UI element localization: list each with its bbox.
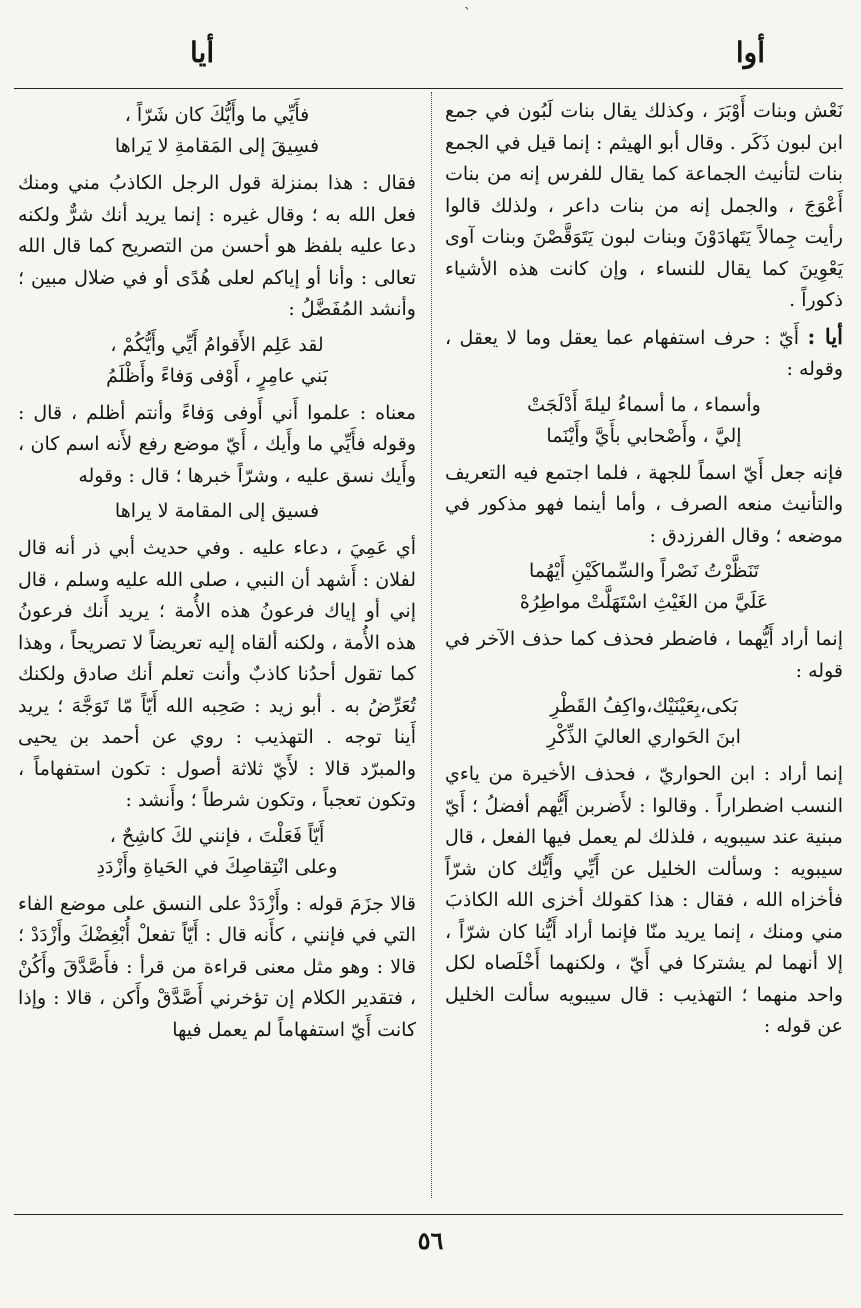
text-paragraph: نَعْش وبنات أَوْبَرَ ، وكذلك يقال بنات لَبُون في جمع ابن لبون ذَكَر . وقال أبو الهيثم : إنما قيل في الجمع بنات لتأنيث الجماعة كما يقال للفرس إنه من بنات أَعْوَجَ ، والجمل إنه من بنات داعر ، ولذلك قالوا رأيت جِمالاً يَتَهادَوْنَ وبنات لبون يَتَوَقَّصْنَ وبنات آوى يَعْوِينَ كما يقال للنساء ، وإن كانت هذه الأشياء ذكوراً .	[445, 100, 843, 311]
text-paragraph: إنما أراد : ابن الحواريّ ، فحذف الأخيرة من ياءي النسب اضطراراً . وقالوا : لأَضربن أَيُّهم أفضلُ ؛ أَيّ مبنية عند سيبويه ، فلذلك لم يعمل فيها الفعل ، قال سيبويه : وسألت الخليل عن أَيِّي وأَيُّك كان شرّاً فأخزاه الله ، فقال : هذا كقولك أخزى الله الكاذبَ مني ومنك ، إنما يريد منّا فإنما أراد أَيُّنا كان شرّاً ، إلا أنهما لم يشتركا في أَيّ ، ولكنهما أَخْلَصاه لكل واحد منهما ؛ التهذيب : قال سيبويه سألت الخليل عن قوله :	[445, 763, 843, 1037]
verse-line: بَكى،بِعَيْنَيْك،واكِفُ القَطْرِ	[550, 695, 738, 717]
right-column	[445, 96, 843, 1047]
verse-block	[18, 821, 416, 883]
verse-line: فسِيقَ إلى المَقامةِ لا يَراها	[114, 135, 320, 157]
verse-line: تَنَظَّرْتُ نَصْراً والسِّماكَيْنِ أَيْهُما	[529, 560, 759, 582]
running-header	[14, 36, 847, 76]
verse-line: لقد عَلِم الأَقوامُ أَيِّي وأَيُّكُمْ ،	[110, 333, 324, 356]
verse-line: بَني عامِرٍ ، أَوْفى وَفاءً وأَظْلَمُ	[106, 364, 328, 387]
verse-block	[445, 390, 843, 452]
text-paragraph: إنما أراد أَيُّهما ، فاضطر فحذف كما حذف الآخر في قوله :	[445, 628, 843, 682]
verse-block	[18, 496, 416, 527]
text-paragraph: قالا جزَمَ قوله : وأَزْدَدْ على النسق على موضع الفاء التي في فإنني ، كأَنه قال : أَيّاً تفعلْ أُبْغِضْكَ وأَزْدَدْ ؛ قالا : وهو مثل معنى قراءة من قرأ : فأَصَّدَّقَ وأَكُنْ ، فتقدير الكلام إن تؤخرني أَصَّدَّقْ وأَكن ، قالا : وإذا كانت أَيّ استفهاماً لم يعمل فيها	[18, 892, 416, 1041]
verse-block	[445, 556, 843, 618]
text-paragraph: معناه : علموا أَني أَوفى وَفاءً وأنتم أظلم ، قال : وقوله فأَيِّي ما وأَيك ، أَيّ موضع رفع لأَنه اسم كان ، وأَيك نسق عليه ، وشرّاً خبرها ؛ قال : وقوله	[18, 401, 416, 487]
verse-line: إليَّ ، وأَصْحابي بأَيَّ وأَيْنَما	[546, 424, 742, 447]
left-column	[18, 96, 416, 1050]
top-mark: ˋ	[464, 6, 471, 22]
verse-block	[18, 100, 416, 162]
entry-paragraph	[445, 321, 843, 386]
verse-line: ابنَ الحَواري العاليَ الذِّكْرِ	[547, 726, 741, 748]
column-divider	[431, 92, 432, 1198]
verse-line: وأسماء ، ما أسماءُ ليلةَ أَدْلَجَتْ	[527, 393, 761, 416]
verse-line: أَيّاً فَعَلْتَ ، فإنني لكَ كاشِحٌ ،	[109, 824, 325, 847]
verse-line: فسيق إلى المقامة لا يراها	[114, 500, 320, 522]
verse-line: فأَيِّي ما وأَيُّكَ كان شَرّاً ،	[124, 104, 310, 126]
verse-block	[445, 691, 843, 753]
footer-rule	[14, 1214, 843, 1215]
verse-line: عَلَيَّ من الغَيْثِ اسْتَهَلَّتْ مواطِرُهْ	[519, 591, 769, 613]
header-rule	[14, 88, 843, 89]
verse-line: وعلى انْتِقاصِكَ في الحَياةِ وأَزْدَدِ	[96, 855, 338, 878]
text-paragraph: أي عَمِيَ ، دعاء عليه . وفي حديث أبي ذر أنه قال لفلان : أَشهد أن النبي ، صلى الله عليه وسلم ، قال إني أو إياك فرعونُ هذه الأُمة ؛ يريد أَنك فرعونُ هذه الأُمة ، ولكنه ألقاه إليه تعريضاً لا تصريحاً ، وهذا كما تقول أحدُنا كاذبٌ وأنت تعلم أنك صادق ولكنك تُعَرِّضُ به . أبو زيد : صَحِبه الله أَيّاً مّا تَوَجَّهَ ؛ يريد أَينا توجه . التهذيب : روي عن أحمد بن يحيى والمبرّد قالا : لأَيّ ثلاثة أصول : تكون استفهاماً ، وتكون تعجباً ، وتكون شرطاً ؛ وأَنشد :	[18, 537, 416, 811]
entry-headword: أيا :	[807, 323, 844, 349]
text-paragraph: فإنه جعل أَيّ اسماً للجهة ، فلما اجتمع فيه التعريف والتأنيث منعه الصرف ، وأما أينما فهو مذكور في موضعه ؛ وقال الفرزدق :	[445, 461, 843, 547]
entry-text: أَيّ : حرف استفهام عما يعقل وما لا يعقل ، وقوله :	[445, 326, 843, 380]
header-left-word: أيا	[190, 36, 215, 69]
page-number: ٥٦	[417, 1226, 444, 1255]
header-right-word: أوا	[735, 36, 765, 69]
verse-block	[18, 330, 416, 392]
text-paragraph: فقال : هذا بمنزلة قول الرجل الكاذبُ مني ومنك فعل الله به ؛ وقال غيره : إنما يريد أنك شرٌّ ولكنه دعا عليه بلفظ هو أحسن من التصريح كما قال الله تعالى : وأنا أو إياكم لعلى هُدًى أو في ضلال مبين ؛ وأنشد المُفَضَّلُ :	[18, 172, 416, 320]
